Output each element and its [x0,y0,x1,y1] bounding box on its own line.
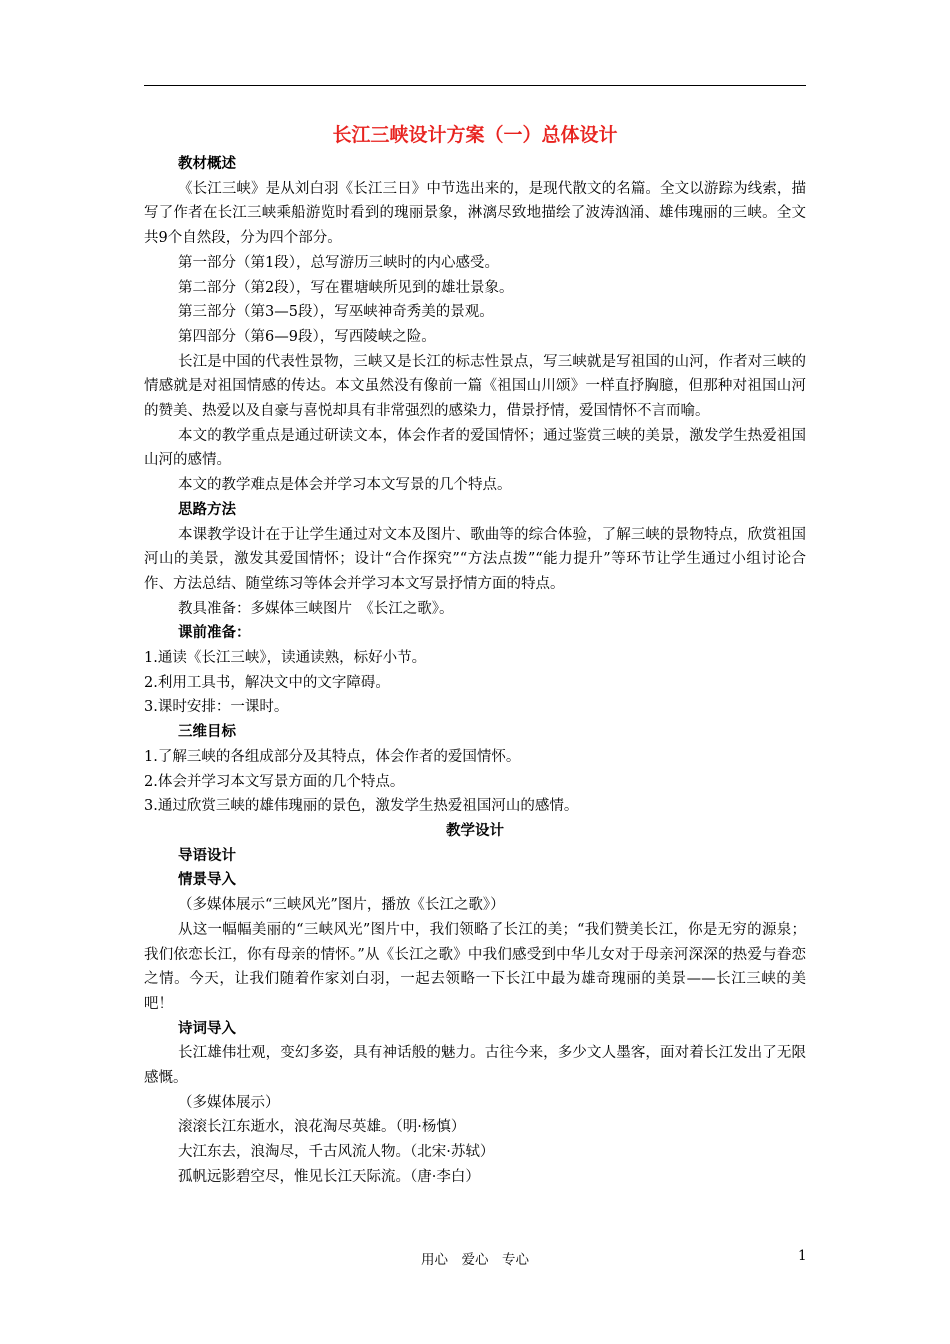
paragraph: 从这一幅幅美丽的“三峡风光”图片中，我们领略了长江的美；“我们赞美长江，你是无穷的源泉；我们依恋长江，你有母亲的情怀。”从《长江之歌》中我们感受到中华儿女对于母亲河深深的热爱与眷恋之情。今天，让我们随着作家刘白羽，一起去领略一下长江中最为雄奇瑰丽的美景——长江三峡的美吧！ [144,921,806,1012]
section-heading-overview: 教材概述 [178,156,236,172]
subheading-poem: 诗词导入 [178,1020,236,1037]
note: （多媒体展示“三峡风光”图片，播放《长江之歌》） [178,897,505,914]
list-item: 1.了解三峡的各组成部分及其特点，体会作者的爱国情怀。 [144,748,521,765]
list-item: 3.课时安排：一课时。 [144,699,289,716]
paragraph: 教具准备：多媒体三峡图片 《长江之歌》。 [178,600,454,617]
list-item: 3.通过欣赏三峡的雄伟瑰丽的景色，激发学生热爱祖国河山的感情。 [144,798,579,815]
section-heading-method: 思路方法 [178,501,236,518]
poem-line: 孤帆远影碧空尽，惟见长江天际流。（唐·李白） [178,1168,480,1185]
document-title: 长江三峡设计方案（一）总体设计 [332,124,618,146]
part-item: 第四部分（第6—9段），写西陵峡之险。 [178,328,436,345]
list-item: 2.体会并学习本文写景方面的几个特点。 [144,773,405,790]
poem-line: 大江东去，浪淘尽，千古风流人物。（北宋·苏轼） [178,1144,495,1161]
paragraph: 长江雄伟壮观，变幻多姿，具有神话般的魅力。古往今来，多少文人墨客，面对着长江发出了无限感慨。 [144,1045,806,1087]
section-heading-goals: 三维目标 [178,724,236,741]
document-body [144,120,806,1190]
note: （多媒体展示） [178,1094,280,1111]
part-item: 第一部分（第1段），总写游历三峡时的内心感受。 [178,254,499,271]
poem-line: 滚滚长江东逝水，浪花淘尽英雄。（明·杨慎） [178,1119,466,1136]
paragraph: 长江是中国的代表性景物，三峡又是长江的标志性景点，写三峡就是写祖国的山河，作者对三峡的情感就是对祖国情感的传达。本文虽然没有像前一篇《祖国山川颂》一样直抒胸臆，但那种对祖国山河的赞美、热爱以及自豪与喜悦却具有非常强烈的感染力，借景抒情，爱国情怀不言而喻。 [144,353,806,420]
paragraph: 本文的教学难点是体会并学习本文写景的几个特点。 [178,477,512,494]
list-item: 2.利用工具书，解决文中的文字障碍。 [144,674,390,691]
section-heading-prep: 课前准备： [178,625,251,642]
paragraph: 《长江三峡》是从刘白羽《长江三日》中节选出来的，是现代散文的名篇。全文以游踪为线索，描写了作者在长江三峡乘船游览时看到的瑰丽景象，淋漓尽致地描绘了波涛汹涌、雄伟瑰丽的三峡。全文共9个自然段，分为四个部分。 [144,180,806,247]
list-item: 1.通读《长江三峡》，读通读熟，标好小节。 [144,650,427,667]
footer-motto: 用心 爱心 专心 [421,1252,529,1268]
subheading-intro: 导语设计 [178,847,236,864]
paragraph: 本课教学设计在于让学生通过对文本及图片、歌曲等的综合体验，了解三峡的景物特点，欣赏祖国河山的美景，激发其爱国情怀；设计“合作探究”“方法点拨”“能力提升”等环节让学生通过小组讨论合作、方法总结、随堂练习等体会并学习本文写景抒情方面的特点。 [144,526,806,592]
part-item: 第二部分（第2段），写在瞿塘峡所见到的雄壮景象。 [178,279,514,296]
section-heading-design: 教学设计 [446,822,504,839]
part-item: 第三部分（第3—5段），写巫峡神奇秀美的景观。 [178,304,494,321]
page-number: 1 [798,1248,807,1264]
paragraph: 本文的教学重点是通过研读文本，体会作者的爱国情怀；通过鉴赏三峡的美景，激发学生热爱祖国山河的感情。 [144,427,806,469]
subheading-scene: 情景导入 [178,872,236,889]
header-rule [144,85,806,86]
